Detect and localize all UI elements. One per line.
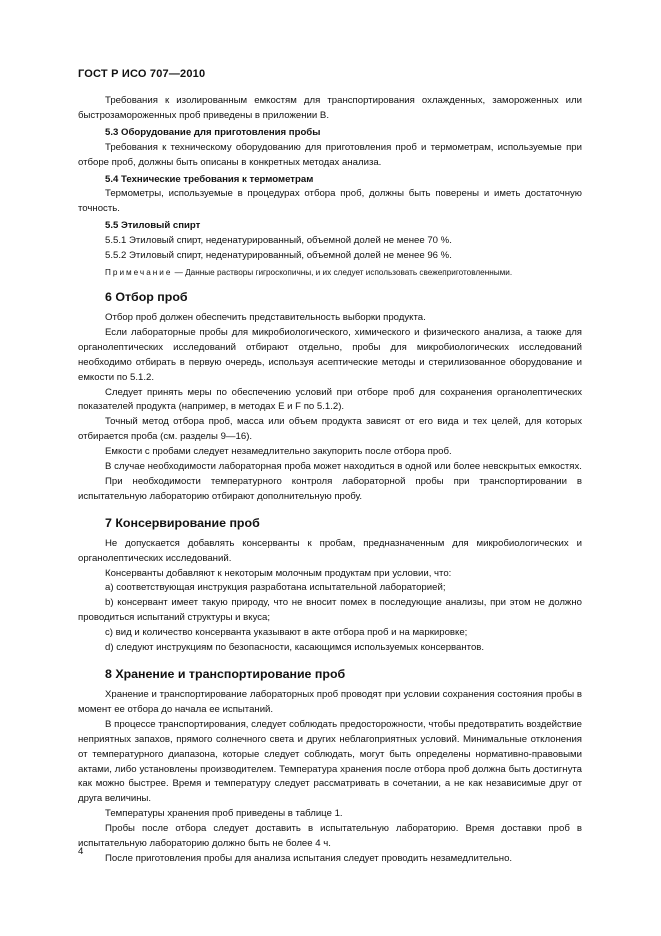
section-7-paragraph: Консерванты добавляют к некоторым молочным продуктам при условии, что: <box>105 567 452 579</box>
section-7-list-item: d) следуют инструкциям по безопасности, касающимся используемых консервантов. <box>105 642 485 654</box>
section-6-paragraph: При необходимости температурного контроля лабораторной пробы при транспортировании в испытательную лабораторию отбирают дополнительную пробу. <box>78 475 582 502</box>
section-6-heading: 6 Отбор проб <box>105 289 188 304</box>
section-5-4-heading: 5.4 Технические требования к термометрам <box>105 173 314 185</box>
section-7-list-item: c) вид и количество консерванта указывают в акте отбора проб и на маркировке; <box>105 627 468 639</box>
section-5-5-2: 5.5.2 Этиловый спирт, неденатурированный, объемной долей не менее 96 %. <box>105 250 452 262</box>
section-6-paragraph: Следует принять меры по обеспечению условий при отборе проб для сохранения органолептических показателей продукта (например, в методах Е и F по 5.1.2). <box>78 386 582 413</box>
section-5-5-heading: 5.5 Этиловый спирт <box>105 220 201 232</box>
note <box>78 266 582 279</box>
section-7-list-item: a) соответствующая инструкция разработана испытательной лабораторией; <box>105 582 446 594</box>
intro-paragraph: Требования к изолированным емкостям для транспортирования охлажденных, замороженных или быстрозамороженных проб приведены в приложении В. <box>78 95 582 121</box>
note-text: — Данные растворы гигроскопичны, и их следует использовать свежеприготовленными. <box>172 267 513 277</box>
section-6-paragraph: В случае необходимости лабораторная проба может находиться в одной или более невскрытых емкостях. <box>105 461 582 473</box>
section-5-3-heading: 5.3 Оборудование для приготовления пробы <box>105 126 321 138</box>
section-6-paragraph: Отбор проб должен обеспечить представительность выборки продукта. <box>105 311 426 323</box>
section-7-list-item: b) консервант имеет такую природу, что не вносит помех в последующие анализы, при этом не должно проводиться испытаний структуры и вкуса; <box>78 597 582 624</box>
page-number: 4 <box>78 846 84 857</box>
section-6-paragraph: Если лабораторные пробы для микробиологического, химического и физического анализа, а также для органолептических исследований отбирают отдельно, пробы для микробиологических исследований необходимо отбирать в первую очередь, используя асептические методы и стерилизованное оборудование и емкости по 5.1.2. <box>78 326 582 383</box>
section-6-paragraph: Емкости с пробами следует незамедлительно закупорить после отбора проб. <box>105 446 452 458</box>
note-label: Примечание <box>105 267 173 277</box>
section-8-paragraph: В процессе транспортирования, следует соблюдать предосторожности, чтобы предотвратить воздействие неприятных запахов, прямого солнечного света и других неблагоприятных условий. Минимальные отклонения от температурного диапазона, которые следует соблюдать, могут быть определены нормативно-правовыми актами, либо установлены производителем. Температура хранения после отбора проб должна быть достигнута как можно быстрее. Время и температуру следует рассматривать в сочетании, а не как независимые друг от друга величины. <box>78 718 582 805</box>
section-8-paragraph: Хранение и транспортирование лабораторных проб проводят при условии сохранения состояния пробы в момент ее отбора до начала ее испытаний. <box>78 689 582 715</box>
section-8-paragraph: После приготовления пробы для анализа испытания следует проводить незамедлительно. <box>105 852 513 864</box>
section-7-paragraph: Не допускается добавлять консерванты к пробам, предназначенным для микробиологических и органолептических исследований. <box>78 537 582 564</box>
section-8-paragraph: Пробы после отбора следует доставить в испытательную лабораторию. Время доставки проб в испытательную лабораторию должно быть не более 4 ч. <box>78 823 582 850</box>
section-6-paragraph: Точный метод отбора проб, масса или объем продукта зависят от его вида и тех целей, для которых отбирается проба (см. разделы 9—16). <box>78 416 582 443</box>
section-5-3-text: Требования к техническому оборудованию для приготовления проб и термометрам, используемые при отборе проб, должны быть описаны в конкретных методах анализа. <box>78 141 582 168</box>
section-7-heading: 7 Консервирование проб <box>105 515 260 530</box>
section-5-5-1: 5.5.1 Этиловый спирт, неденатурированный, объемной долей не менее 70 %. <box>105 235 452 247</box>
section-8-paragraph: Температуры хранения проб приведены в таблице 1. <box>105 808 343 820</box>
document-body <box>78 94 582 867</box>
section-5-4-text: Термометры, используемые в процедурах отбора проб, должны быть поверены и иметь достаточную точность. <box>78 188 582 215</box>
page-header-standard-code: ГОСТ Р ИСО 707—2010 <box>78 68 206 80</box>
section-8-heading: 8 Хранение и транспортирование проб <box>105 667 346 681</box>
